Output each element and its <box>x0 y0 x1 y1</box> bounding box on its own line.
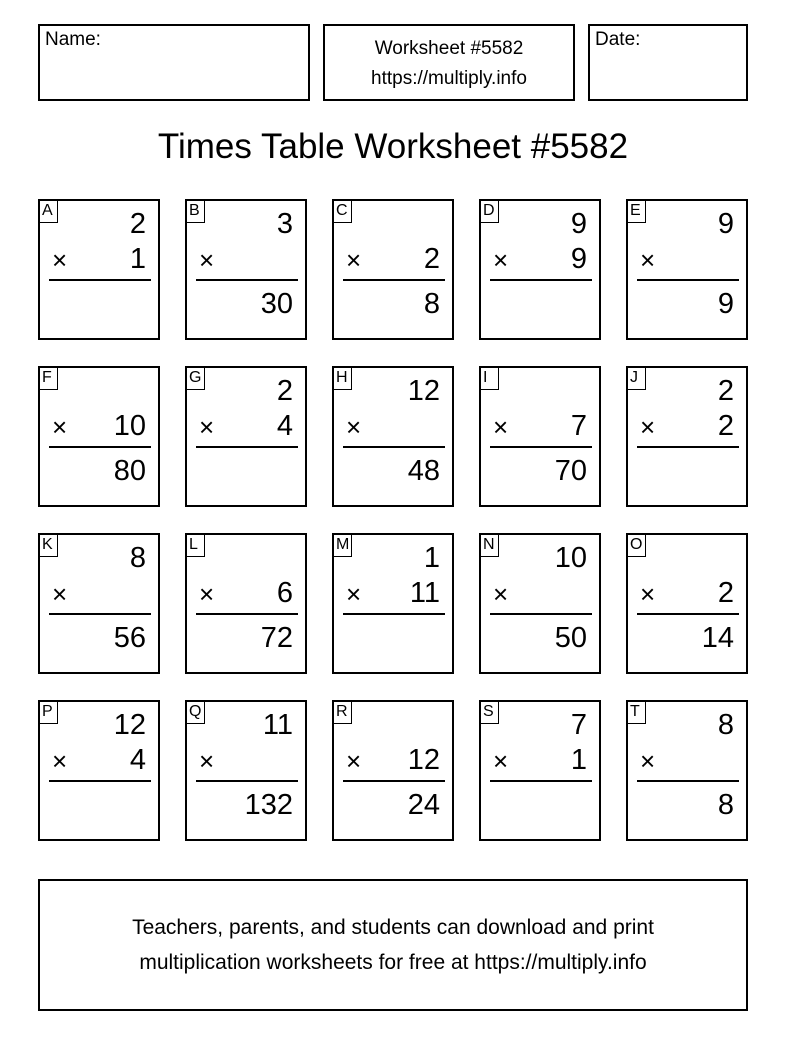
answer-line <box>343 613 445 615</box>
product: 56 <box>113 622 146 654</box>
problem-card[interactable] <box>38 700 160 841</box>
problem-letter: Q <box>187 702 205 724</box>
multiplicand: 9 <box>570 208 587 240</box>
problem-card[interactable] <box>185 700 307 841</box>
date-field-box[interactable] <box>588 24 748 101</box>
multiply-sign: × <box>640 245 656 275</box>
multiplicand: 12 <box>113 709 146 741</box>
answer-line <box>490 613 592 615</box>
problem-letter: S <box>481 702 499 724</box>
product: 8 <box>717 789 734 821</box>
worksheet-number: Worksheet #5582 <box>374 38 524 59</box>
product: 8 <box>423 288 440 320</box>
multiply-sign: × <box>199 245 215 275</box>
multiplicand: 2 <box>276 375 293 407</box>
multiply-sign: × <box>52 245 68 275</box>
problem-letter: M <box>334 535 352 557</box>
answer-line <box>343 780 445 782</box>
answer-line <box>637 279 739 281</box>
problem-letter: T <box>628 702 646 724</box>
answer-line <box>490 279 592 281</box>
multiplicand: 12 <box>407 375 440 407</box>
multiplicand: 2 <box>129 208 146 240</box>
multiplier: 9 <box>570 243 587 275</box>
multiply-sign: × <box>199 746 215 776</box>
multiplier: 4 <box>129 744 146 776</box>
problem-letter: O <box>628 535 646 557</box>
site-url: https://multiply.info <box>371 68 527 89</box>
multiply-sign: × <box>640 412 656 442</box>
multiplier: 2 <box>717 577 734 609</box>
problem-card[interactable] <box>332 700 454 841</box>
answer-line <box>637 446 739 448</box>
answer-line <box>196 279 298 281</box>
answer-line <box>343 446 445 448</box>
problem-letter: P <box>40 702 58 724</box>
multiply-sign: × <box>493 746 509 776</box>
multiplier: 10 <box>113 410 146 442</box>
problem-card[interactable] <box>38 366 160 507</box>
problem-letter: L <box>187 535 205 557</box>
problem-letter: J <box>628 368 646 390</box>
multiply-sign: × <box>346 746 362 776</box>
name-field-box[interactable] <box>38 24 310 101</box>
multiply-sign: × <box>493 412 509 442</box>
problem-letter: A <box>40 201 58 223</box>
multiply-sign: × <box>199 579 215 609</box>
problem-card[interactable] <box>626 199 748 340</box>
multiply-sign: × <box>52 579 68 609</box>
page-title: Times Table Worksheet #5582 <box>157 127 629 166</box>
multiplier: 11 <box>409 577 440 609</box>
problem-card[interactable] <box>626 700 748 841</box>
multiplicand: 10 <box>554 542 587 574</box>
answer-line <box>49 446 151 448</box>
multiply-sign: × <box>199 412 215 442</box>
answer-line <box>49 780 151 782</box>
problem-card[interactable] <box>479 700 601 841</box>
multiplier: 4 <box>276 410 293 442</box>
answer-line <box>343 279 445 281</box>
problem-letter: D <box>481 201 499 223</box>
product: 48 <box>407 455 440 487</box>
product: 72 <box>260 622 293 654</box>
problem-card[interactable] <box>479 199 601 340</box>
problem-letter: G <box>187 368 205 390</box>
problem-card[interactable] <box>38 533 160 674</box>
problem-letter: N <box>481 535 499 557</box>
problem-card[interactable] <box>479 366 601 507</box>
problem-card[interactable] <box>185 199 307 340</box>
date-label: Date: <box>595 29 641 50</box>
footer-line-2: multiplication worksheets for free at https://multiply.info <box>139 951 647 974</box>
multiplicand: 8 <box>129 542 146 574</box>
answer-line <box>637 780 739 782</box>
problem-card[interactable] <box>185 366 307 507</box>
multiplier: 1 <box>570 744 587 776</box>
multiply-sign: × <box>493 245 509 275</box>
answer-line <box>196 613 298 615</box>
problem-card[interactable] <box>626 366 748 507</box>
multiplicand: 1 <box>423 542 440 574</box>
multiply-sign: × <box>640 746 656 776</box>
multiply-sign: × <box>346 245 362 275</box>
problem-letter: F <box>40 368 58 390</box>
problem-card[interactable] <box>38 199 160 340</box>
answer-line <box>490 446 592 448</box>
product: 14 <box>701 622 734 654</box>
footer-box <box>38 879 748 1011</box>
problem-letter: C <box>334 201 352 223</box>
problem-card[interactable] <box>479 533 601 674</box>
answer-line <box>490 780 592 782</box>
multiply-sign: × <box>640 579 656 609</box>
multiply-sign: × <box>52 746 68 776</box>
answer-line <box>196 446 298 448</box>
answer-line <box>49 279 151 281</box>
problem-letter: B <box>187 201 205 223</box>
multiply-sign: × <box>493 579 509 609</box>
problem-card[interactable] <box>332 199 454 340</box>
product: 9 <box>717 288 734 320</box>
multiplicand: 3 <box>276 208 293 240</box>
answer-line <box>637 613 739 615</box>
problem-card[interactable] <box>332 533 454 674</box>
multiply-sign: × <box>346 412 362 442</box>
problem-letter: E <box>628 201 646 223</box>
answer-line <box>196 780 298 782</box>
multiplier: 2 <box>423 243 440 275</box>
multiply-sign: × <box>52 412 68 442</box>
problem-letter: R <box>334 702 352 724</box>
multiplicand: 7 <box>570 709 587 741</box>
problem-letter: I <box>481 368 499 390</box>
problem-card[interactable] <box>185 533 307 674</box>
worksheet-id-box <box>323 24 575 101</box>
footer-line-1: Teachers, parents, and students can download and print <box>132 916 654 939</box>
multiplicand: 8 <box>717 709 734 741</box>
product: 30 <box>260 288 293 320</box>
product: 70 <box>554 455 587 487</box>
multiplier: 12 <box>407 744 440 776</box>
multiplicand: 11 <box>262 709 293 741</box>
multiplicand: 2 <box>717 375 734 407</box>
answer-line <box>49 613 151 615</box>
multiplicand: 9 <box>717 208 734 240</box>
multiplier: 6 <box>276 577 293 609</box>
multiplier: 1 <box>129 243 146 275</box>
product: 132 <box>244 789 293 821</box>
multiplier: 2 <box>717 410 734 442</box>
problem-letter: K <box>40 535 58 557</box>
name-label: Name: <box>45 29 101 50</box>
multiply-sign: × <box>346 579 362 609</box>
product: 50 <box>554 622 587 654</box>
problem-card[interactable] <box>626 533 748 674</box>
problem-letter: H <box>334 368 352 390</box>
product: 80 <box>113 455 146 487</box>
problem-card[interactable] <box>332 366 454 507</box>
multiplier: 7 <box>570 410 587 442</box>
product: 24 <box>407 789 440 821</box>
